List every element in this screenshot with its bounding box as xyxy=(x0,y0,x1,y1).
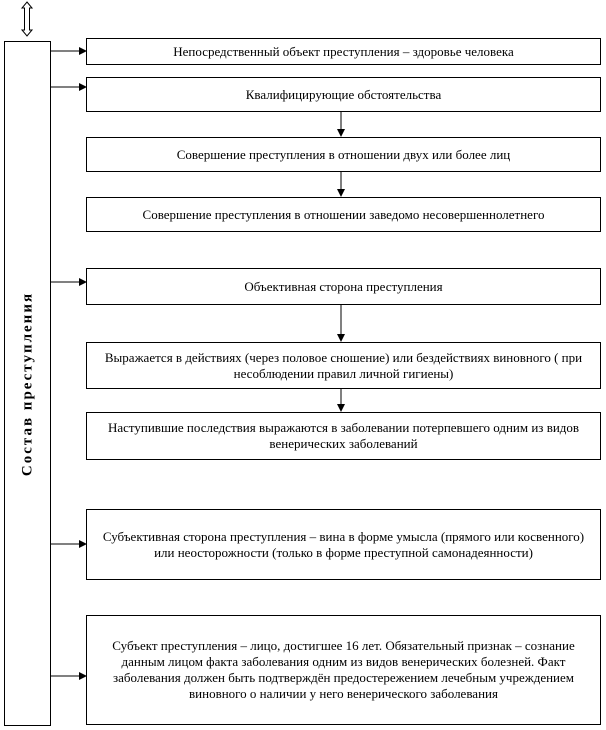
box-actions: Выражается в действиях (через половое сношение) или бездействиях виновного ( при несоблюдении правил личной гигиены) xyxy=(86,342,601,389)
box-qualifying: Квалифицирующие обстоятельства xyxy=(86,77,601,112)
box-subjective-side: Субъективная сторона преступления – вина в форме умысла (прямого или косвенного) или неосторожности (только в форме преступной самонадеянности) xyxy=(86,509,601,580)
box-subject: Субъект преступления – лицо, достигшее 16 лет. Обязательный признак – сознание данным лицом факта заболевания одним из видов венерических болезней. Факт заболевания должен быть подтверждён предостережением лечебным учреждением виновного о наличии у него венерического заболевания xyxy=(86,615,601,725)
box-object: Непосредственный объект преступления – здоровье человека xyxy=(86,38,601,65)
composition-sidebar xyxy=(4,41,51,726)
box-two-or-more: Совершение преступления в отношении двух или более лиц xyxy=(86,137,601,172)
box-minor: Совершение преступления в отношении заведомо несовершеннолетнего xyxy=(86,197,601,232)
double-arrow-icon xyxy=(22,2,32,36)
box-consequences: Наступившие последствия выражаются в заболевании потерпевшего одним из видов венерических заболеваний xyxy=(86,412,601,460)
box-objective-side: Объективная сторона преступления xyxy=(86,268,601,305)
composition-label: Состав преступления xyxy=(19,291,35,476)
